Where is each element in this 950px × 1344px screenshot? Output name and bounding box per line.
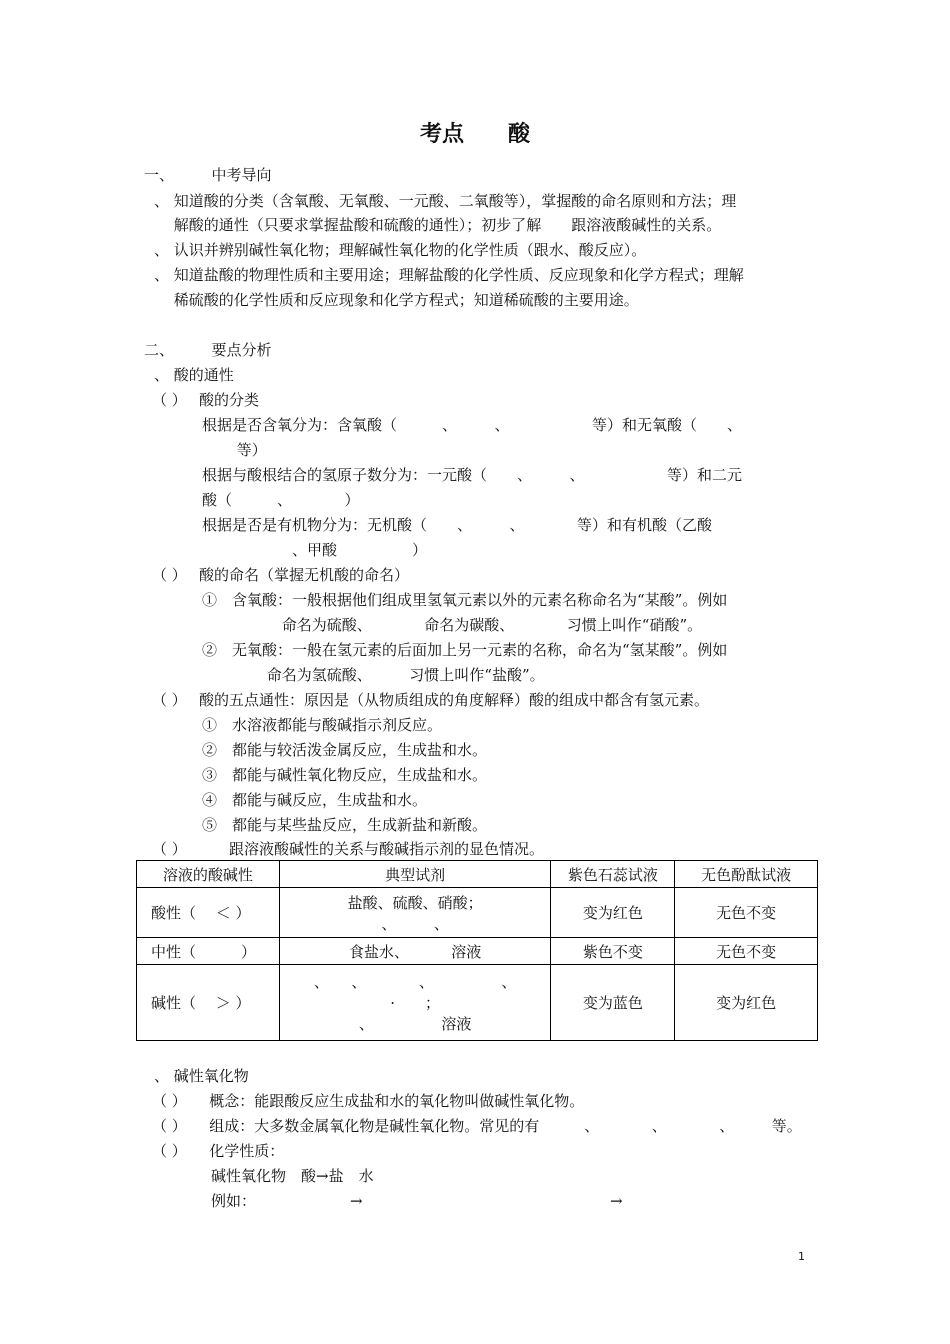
section-heading-guide: 一、 中考导向 — [144, 166, 272, 184]
property-3: ③ 都能与碱性氧化物反应，生成盐和水。 — [202, 766, 488, 784]
row-basic-label: 碱性（ ＞ ） — [137, 965, 280, 1041]
classification-organic: 根据是否是有机物分为：无机酸（ 、 、 等）和有机酸（乙酸 — [202, 516, 713, 534]
classification-oxygen-cont: 等） — [202, 441, 267, 459]
property-4: ④ 都能与碱反应，生成盐和水。 — [202, 791, 428, 809]
naming-oxyacid-cont: 命名为硫酸、 命名为碳酸、 习惯上叫作“硝酸”。 — [202, 616, 703, 634]
guide-line-4: 、 知道盐酸的物理性质和主要用途；理解盐酸的化学性质、反应现象和化学方程式；理解 — [154, 266, 744, 284]
row-neutral-label: 中性（ ） — [137, 938, 280, 965]
naming-hydracid-cont: 命名为氢硫酸、 习惯上叫作“盐酸”。 — [202, 666, 545, 684]
point-acid-classification: （ ） 酸的分类 — [152, 391, 260, 409]
table-header-row — [137, 861, 818, 888]
reagent-line: 、 、 — [381, 914, 449, 933]
naming-hydracid: ② 无氧酸：一般在氢元素的后面加上另一元素的名称，命名为“氢某酸”。例如 — [202, 641, 728, 659]
property-2: ② 都能与较活泼金属反应，生成盐和水。 — [202, 741, 488, 759]
header-acidity: 溶液的酸碱性 — [137, 861, 280, 888]
header-phenolphthalein: 无色酚酞试液 — [675, 861, 818, 888]
header-reagents: 典型试剂 — [279, 861, 551, 888]
point-ph-indicator: （ ） 跟溶液酸碱性的关系与酸碱指示剂的显色情况。 — [152, 840, 545, 858]
classification-organic-cont: 、甲酸 ） — [202, 541, 428, 559]
oxide-composition: （ ） 组成：大多数金属氧化物是碱性氧化物。常见的有 、 、 、 等。 — [152, 1117, 802, 1135]
row-basic-phenol: 变为红色 — [675, 965, 818, 1041]
guide-line-1: 、 知道酸的分类（含氧酸、无氧酸、一元酸、二氧酸等），掌握酸的命名原则和方法；理 — [154, 192, 737, 210]
header-litmus: 紫色石蕊试液 — [551, 861, 675, 888]
reaction-arrow-1: → — [350, 1192, 363, 1210]
section-heading-analysis: 二、 要点分析 — [144, 341, 272, 359]
reagent-line: 盐酸、硫酸、硝酸； — [347, 893, 483, 912]
guide-line-5: 稀硫酸的化学性质和反应现象和化学方程式；知道稀硫酸的主要用途。 — [154, 291, 639, 309]
reagent-line: 、 、 、 、 — [313, 973, 517, 991]
row-acidic-reagents — [279, 888, 551, 938]
reaction-arrow-2: → — [610, 1192, 623, 1210]
row-acidic-label: 酸性（ ＜ ） — [137, 888, 280, 938]
indicator-table — [136, 860, 818, 1041]
page-title: 考点 酸 — [419, 121, 530, 147]
row-acidic-phenol: 无色不变 — [675, 888, 818, 938]
point-acid-five-properties: （ ） 酸的五点通性：原因是（从物质组成的角度解释）酸的组成中都含有氢元素。 — [152, 691, 710, 709]
property-1: ① 水溶液都能与酸碱指示剂反应。 — [202, 716, 443, 734]
table-row — [137, 965, 818, 1041]
row-neutral-reagents: 食盐水、 溶液 — [279, 938, 551, 965]
table-row — [137, 888, 818, 938]
table-row — [137, 938, 818, 965]
row-neutral-phenol: 无色不变 — [675, 938, 818, 965]
row-basic-reagents — [279, 965, 551, 1041]
row-acidic-litmus: 变为红色 — [551, 888, 675, 938]
reagent-line: 、 溶液 — [358, 1015, 472, 1033]
oxide-chemical-properties: （ ） 化学性质： — [152, 1142, 285, 1160]
guide-line-2: 解酸的通性（只要求掌握盐酸和硫酸的通性）；初步了解 跟溶液酸碱性的关系。 — [154, 216, 722, 234]
oxide-reaction-rule: 碱性氧化物 酸→盐 水 — [211, 1167, 374, 1185]
subheading-acid-properties: 、 酸的通性 — [154, 366, 234, 384]
row-neutral-litmus: 紫色不变 — [551, 938, 675, 965]
guide-line-3: 、 认识并辨别碱性氧化物；理解碱性氧化物的化学性质（跟水、酸反应）。 — [154, 241, 647, 259]
row-basic-litmus: 变为蓝色 — [551, 965, 675, 1041]
point-acid-naming: （ ） 酸的命名（掌握无机酸的命名） — [152, 566, 410, 584]
oxide-example-label: 例如： — [211, 1192, 257, 1210]
page-number: 1 — [798, 1250, 805, 1263]
classification-hydrogen-cont: 酸（ 、 ） — [202, 491, 360, 509]
subheading-basic-oxides: 、 碱性氧化物 — [154, 1067, 249, 1085]
oxide-concept: （ ） 概念：能跟酸反应生成盐和水的氧化物叫做碱性氧化物。 — [152, 1092, 585, 1110]
reagent-line: · ； — [390, 994, 441, 1012]
classification-hydrogen: 根据与酸根结合的氢原子数分为：一元酸（ 、 、 等）和二元 — [202, 466, 743, 484]
classification-oxygen: 根据是否含氧分为：含氧酸（ 、 、 等）和无氧酸（ 、 — [202, 416, 743, 434]
property-5: ⑤ 都能与某些盐反应，生成新盐和新酸。 — [202, 816, 488, 834]
naming-oxyacid: ① 含氧酸：一般根据他们组成里氢氧元素以外的元素名称命名为“某酸”。例如 — [202, 591, 728, 609]
